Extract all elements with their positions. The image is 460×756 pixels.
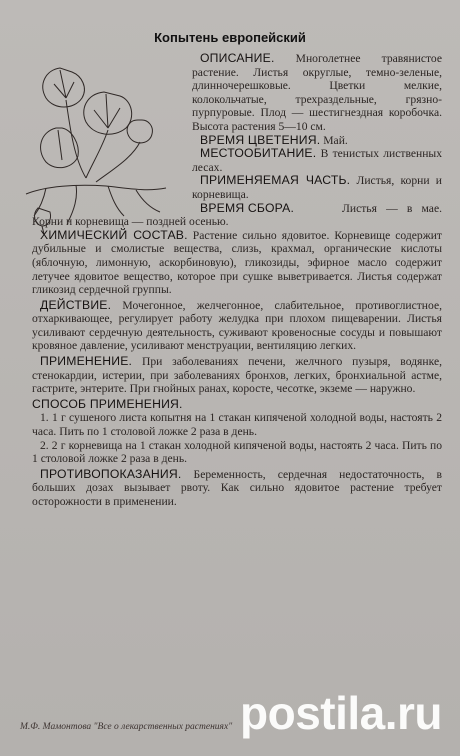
description-block xyxy=(192,52,442,202)
action-block xyxy=(32,299,442,353)
bloom-text: Май. xyxy=(323,133,348,147)
parts-heading: ПРИМЕНЯЕМАЯ ЧАСТЬ. xyxy=(200,173,351,188)
method-item: 2. 2 г корневища на 1 стакан холодной кипяченой воды, настоять 2 часа. Пить по 1 столовой ложке 2 раза в день. xyxy=(32,438,442,466)
usage-heading: ПРИМЕНЕНИЕ. xyxy=(40,354,133,369)
action-heading: ДЕЙСТВИЕ. xyxy=(40,297,112,312)
description-heading: ОПИСАНИЕ. xyxy=(200,51,275,65)
habitat-text: В тенистых лиственных лесах. xyxy=(192,147,442,174)
chemistry-text: Растение сильно ядовитое. Корневище содержит дубильные и смолистые вещества, слизь, крахмал, органические кислоты (яблочную, лимонную, аскорбиновую), гликозиды, эфирное масло содержит летучее ядовитое вещество, которое при сушке выветривается. Листья содержат гликозид сердечной группы. xyxy=(32,228,443,297)
usage-block xyxy=(32,355,442,396)
chemistry-heading: ХИМИЧЕСКИЙ СОСТАВ. xyxy=(40,227,188,242)
harvest-heading: ВРЕМЯ СБОРА. xyxy=(200,200,295,215)
watermark: postila.ru xyxy=(240,687,443,739)
source-caption: М.Ф. Мамонтова "Все о лекарственных растениях" xyxy=(20,722,233,732)
parts-text: Листья, корни и корневища. xyxy=(192,174,442,201)
method-item: 1. 1 г сушеного листа копытня на 1 стакан кипяченой холодной воды, настоять 2 часа. Пить по 1 столовой ложке 2 раза в день. xyxy=(32,411,442,439)
article-body xyxy=(32,52,442,509)
contra-heading: ПРОТИВОПОКАЗАНИЯ. xyxy=(40,466,182,481)
contra-block xyxy=(32,468,442,509)
chemistry-block xyxy=(32,229,442,297)
action-text: Мочегонное, желчегонное, слабительное, противоглистное, отхаркивающее, регулирует работу желудка при плохом пищеварении. Листья усиливают сердечную деятельность, суживают кровеносные сосуды и повышают кровяное давление, усиливают менструации, вентиляцию легких. xyxy=(32,298,442,353)
usage-text: При заболеваниях печени, желчного пузыря, водянке, стенокардии, истерии, при заболеваниях бронхов, легких, бронхиальной астме, гастрите, энтерите. При гнойных ранах, коросте, чесотке, экземе — наружно. xyxy=(32,355,442,396)
contra-text: Беременность, сердечная недостаточность, в больших дозах вызывает рвоту. Как сильно ядовитое растение требует осторожности в применении. xyxy=(32,467,442,508)
page-title: Копытень европейский xyxy=(154,30,306,45)
description-text: Многолетнее травянистое растение. Листья округлые, темно-зеленые, длинночерешковые. Цветки мелкие, колокольчатые, трехраздельные, грязно-пурпуровые. Плод — шестигнездная коробочка. Высота растения 5—10 см. xyxy=(192,52,442,133)
habitat-heading: МЕСТООБИТАНИЕ. xyxy=(200,146,317,161)
method-heading: СПОСОБ ПРИМЕНЕНИЯ. xyxy=(32,396,183,411)
harvest-text: Листья — в мае. Корни и корневища — поздней осенью. xyxy=(32,201,442,229)
method-block xyxy=(32,398,442,412)
bloom-heading: ВРЕМЯ ЦВЕТЕНИЯ. xyxy=(200,132,321,147)
